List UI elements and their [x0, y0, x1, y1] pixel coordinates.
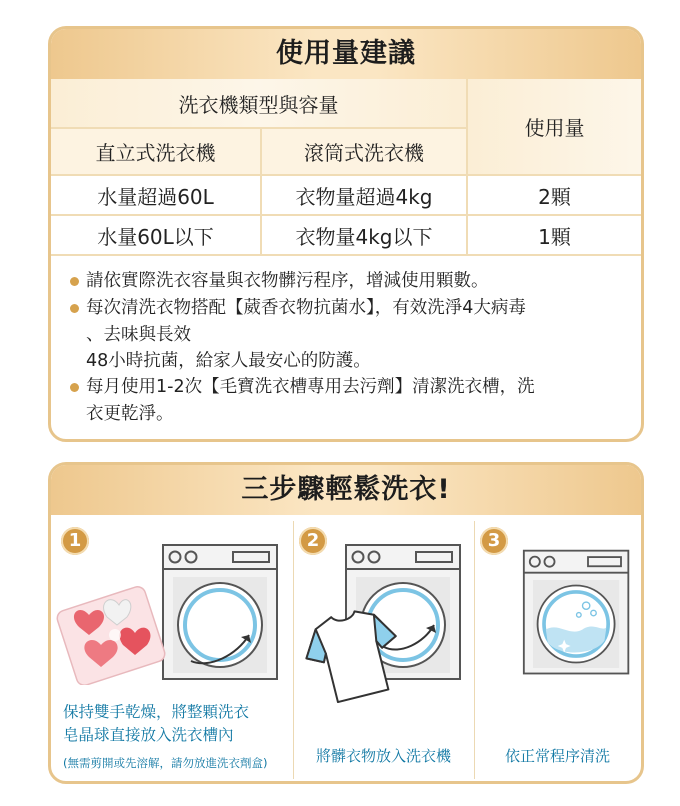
- note-item: 請依實際洗衣容量與衣物髒污程序，增減使用顆數。: [67, 268, 625, 294]
- cell-amount: 1顆: [467, 215, 641, 255]
- step-2: [293, 515, 474, 781]
- usage-title: 使用量建議: [51, 29, 641, 79]
- table-header-amount: 使用量: [467, 79, 641, 175]
- cell-vertical: 水量60L以下: [51, 215, 261, 255]
- step-number: 3: [480, 527, 508, 555]
- table-header-vertical: 直立式洗衣機: [51, 128, 261, 175]
- steps-title: 三步驟輕鬆洗衣!: [51, 465, 641, 515]
- step-caption: 依正常程序清洗: [504, 747, 610, 765]
- detergent-pod-icon: [55, 575, 175, 685]
- steps-card: [48, 462, 644, 784]
- washing-machine-icon: [522, 543, 632, 683]
- usage-notes: [51, 256, 641, 427]
- step-1: [51, 515, 293, 781]
- shirt-icon: [301, 607, 405, 703]
- step-number: 2: [299, 527, 327, 555]
- table-group-header: 洗衣機類型與容量: [51, 79, 467, 128]
- usage-table: [51, 79, 641, 256]
- note-continuation: 、去味與長效: [86, 325, 191, 345]
- step-caption: 將髒衣物放入洗衣機: [315, 747, 451, 765]
- note-item: 每次清洗衣物搭配【葳香衣物抗菌水】，有效洗淨4大病毒: [67, 295, 625, 321]
- steps-row: [51, 515, 641, 781]
- washing-machine-icon: [161, 543, 281, 683]
- cell-drum: 衣物量4kg以下: [261, 215, 467, 255]
- bullet-icon: [70, 277, 79, 286]
- table-row: [51, 215, 641, 255]
- note-continuation: 衣更乾淨。: [86, 404, 174, 424]
- note-item: 每月使用1-2次【毛寶洗衣槽專用去污劑】清潔洗衣槽，洗: [67, 374, 625, 400]
- cell-amount: 2顆: [467, 175, 641, 215]
- step-caption: 保持雙手乾燥，將整顆洗衣: [63, 703, 250, 721]
- note-continuation: 48小時抗菌，給家人最安心的防護。: [86, 351, 371, 371]
- cell-drum: 衣物量超過4kg: [261, 175, 467, 215]
- cell-vertical: 水量超過60L: [51, 175, 261, 215]
- step-note: (無需剪開或先溶解，請勿放進洗衣劑盒): [63, 756, 268, 770]
- bullet-icon: [70, 304, 79, 313]
- bullet-icon: [70, 383, 79, 392]
- step-3: [474, 515, 641, 781]
- table-row: [51, 175, 641, 215]
- table-header-drum: 滾筒式洗衣機: [261, 128, 467, 175]
- step-caption: 皂晶球直接放入洗衣槽內: [63, 726, 234, 744]
- step-number: 1: [61, 527, 89, 555]
- usage-card: [48, 26, 644, 442]
